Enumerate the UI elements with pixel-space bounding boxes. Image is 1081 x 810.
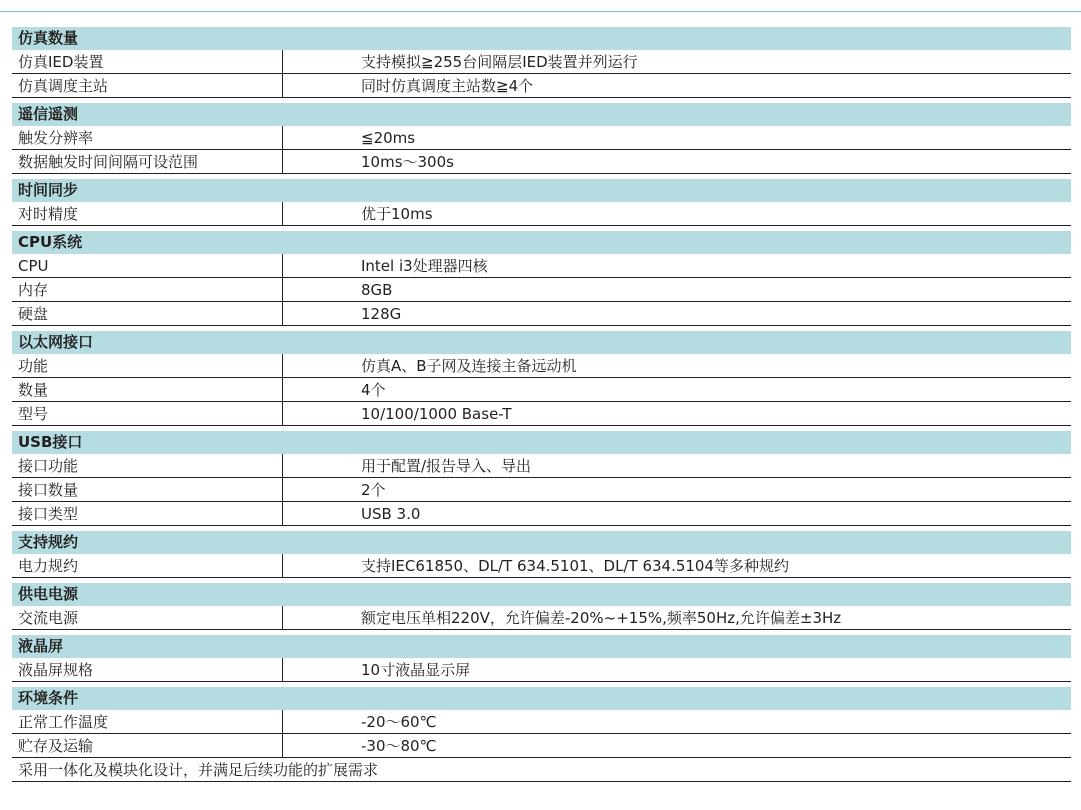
spec-label: CPU [12, 254, 283, 277]
spec-value: 支持IEC61850、DL/T 634.5101、DL/T 634.5104等多种规约 [361, 557, 790, 575]
spec-label: 电力规约 [12, 554, 283, 577]
spec-row [12, 126, 1071, 150]
spec-label: 对时精度 [12, 202, 283, 225]
spec-label: 数据触发时间间隔可设范围 [12, 150, 283, 173]
spec-row [12, 402, 1071, 426]
spec-value: 10寸液晶显示屏 [361, 661, 471, 679]
spec-value: Intel i3处理器四核 [361, 257, 488, 275]
spec-row [12, 74, 1071, 98]
spec-label: 贮存及运输 [12, 734, 283, 757]
spec-label: 交流电源 [12, 606, 283, 629]
spec-label: 仿真IED装置 [12, 50, 283, 73]
spec-value: ≦20ms [361, 129, 416, 147]
spec-row [12, 734, 1071, 758]
section-header: 遥信遥测 [12, 103, 1071, 126]
section-header: 仿真数量 [12, 27, 1071, 50]
spec-value: 10ms～300s [361, 153, 454, 171]
spec-value: 2个 [361, 481, 386, 499]
spec-value: 同时仿真调度主站数≧4个 [361, 77, 534, 95]
section-header: 液晶屏 [12, 635, 1071, 658]
spec-label: 型号 [12, 402, 283, 425]
spec-value: 支持模拟≧255台间隔层IED装置并列运行 [361, 53, 638, 71]
spec-value: 10/100/1000 Base-T [361, 405, 512, 423]
spec-value: -20～60℃ [361, 713, 437, 731]
spec-value: 8GB [361, 281, 393, 299]
spec-row [12, 710, 1071, 734]
section-header: 时间同步 [12, 179, 1071, 202]
spec-label: 硬盘 [12, 302, 283, 325]
spec-label: 功能 [12, 354, 283, 377]
footer-note: 采用一体化及模块化设计，并满足后续功能的扩展需求 [12, 758, 1071, 782]
spec-value: 仿真A、B子网及连接主备远动机 [361, 357, 577, 375]
spec-row [12, 454, 1071, 478]
section-header: 以太网接口 [12, 331, 1071, 354]
spec-label: 接口类型 [12, 502, 283, 525]
spec-row [12, 302, 1071, 326]
spec-row [12, 378, 1071, 402]
spec-value: 用于配置/报告导入、导出 [361, 457, 532, 475]
spec-row [12, 606, 1071, 630]
spec-row [12, 502, 1071, 526]
spec-label: 液晶屏规格 [12, 658, 283, 681]
spec-row [12, 658, 1071, 682]
spec-value: -30～80℃ [361, 737, 437, 755]
spec-value: USB 3.0 [361, 505, 421, 523]
section-header: CPU系统 [12, 231, 1071, 254]
spec-row [12, 254, 1071, 278]
spec-table [12, 27, 1071, 782]
spec-value: 128G [361, 305, 402, 323]
spec-row [12, 554, 1071, 578]
spec-value: 额定电压单相220V，允许偏差-20%~+15%,频率50Hz,允许偏差±3Hz [361, 609, 842, 627]
spec-row [12, 278, 1071, 302]
spec-label: 仿真调度主站 [12, 74, 283, 97]
spec-label: 触发分辨率 [12, 126, 283, 149]
spec-value: 4个 [361, 381, 386, 399]
section-header: 环境条件 [12, 687, 1071, 710]
spec-label: 接口功能 [12, 454, 283, 477]
spec-value: 优于10ms [361, 205, 433, 223]
section-header: USB接口 [12, 431, 1071, 454]
spec-label: 内存 [12, 278, 283, 301]
spec-label: 接口数量 [12, 478, 283, 501]
spec-row [12, 478, 1071, 502]
section-header: 供电电源 [12, 583, 1071, 606]
top-divider [0, 11, 1081, 12]
spec-row [12, 354, 1071, 378]
section-header: 支持规约 [12, 531, 1071, 554]
spec-row [12, 150, 1071, 174]
spec-label: 数量 [12, 378, 283, 401]
spec-label: 正常工作温度 [12, 710, 283, 733]
spec-row [12, 50, 1071, 74]
spec-row [12, 202, 1071, 226]
